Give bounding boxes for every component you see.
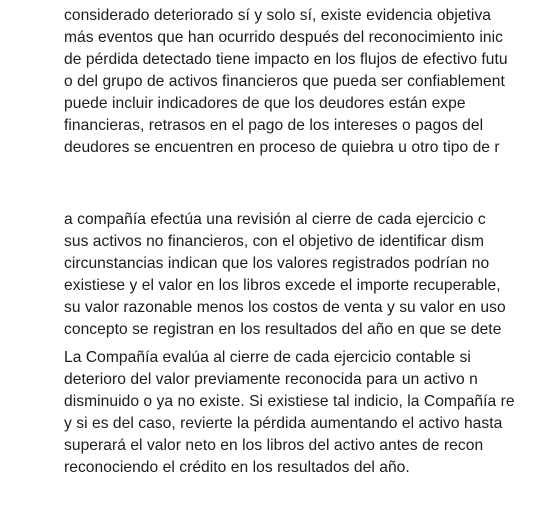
text-line: puede incluir indicadores de que los deudores están expe	[64, 95, 466, 112]
text-line: a compañía efectúa una revisión al cierre de cada ejercicio c	[64, 211, 486, 228]
text-line: existiese y el valor en los libros excede el importe recuperable,	[64, 277, 501, 294]
text-line: su valor razonable menos los costos de venta y su valor en uso	[64, 299, 506, 316]
text-line: deudores se encuentren en proceso de quiebra u otro tipo de r	[64, 139, 500, 156]
paragraph-impairment-reversal	[64, 347, 557, 479]
paragraph-non-financial-assets-review	[64, 209, 557, 341]
text-line: o del grupo de activos financieros que pueda ser confiablement	[64, 73, 505, 90]
text-line: de pérdida detectado tiene impacto en los flujos de efectivo futu	[64, 51, 508, 68]
text-line: financieras, retrasos en el pago de los intereses o pagos del	[64, 117, 484, 134]
text-line: sus activos no financieros, con el objetivo de identificar dism	[64, 233, 485, 250]
text-line: La Compañía evalúa al cierre de cada ejercicio contable si	[64, 349, 471, 366]
text-line: deterioro del valor previamente reconocida para un activo n	[64, 371, 478, 388]
paragraph-impairment-evidence	[64, 5, 557, 159]
text-line: más eventos que han ocurrido después del reconocimiento inic	[64, 29, 504, 46]
text-line: concepto se registran en los resultados del año en que se dete	[64, 321, 502, 338]
text-line: y si es del caso, revierte la pérdida aumentando el activo hasta	[64, 415, 503, 432]
text-line: superará el valor neto en los libros del activo antes de recon	[64, 437, 484, 454]
text-line: reconociendo el crédito en los resultados del año.	[64, 459, 410, 476]
text-line: circunstancias indican que los valores registrados podrían no	[64, 255, 490, 272]
text-line: disminuido o ya no existe. Si existiese tal indicio, la Compañía re	[64, 393, 515, 410]
text-line: considerado deteriorado sí y solo sí, existe evidencia objetiva	[64, 7, 492, 24]
